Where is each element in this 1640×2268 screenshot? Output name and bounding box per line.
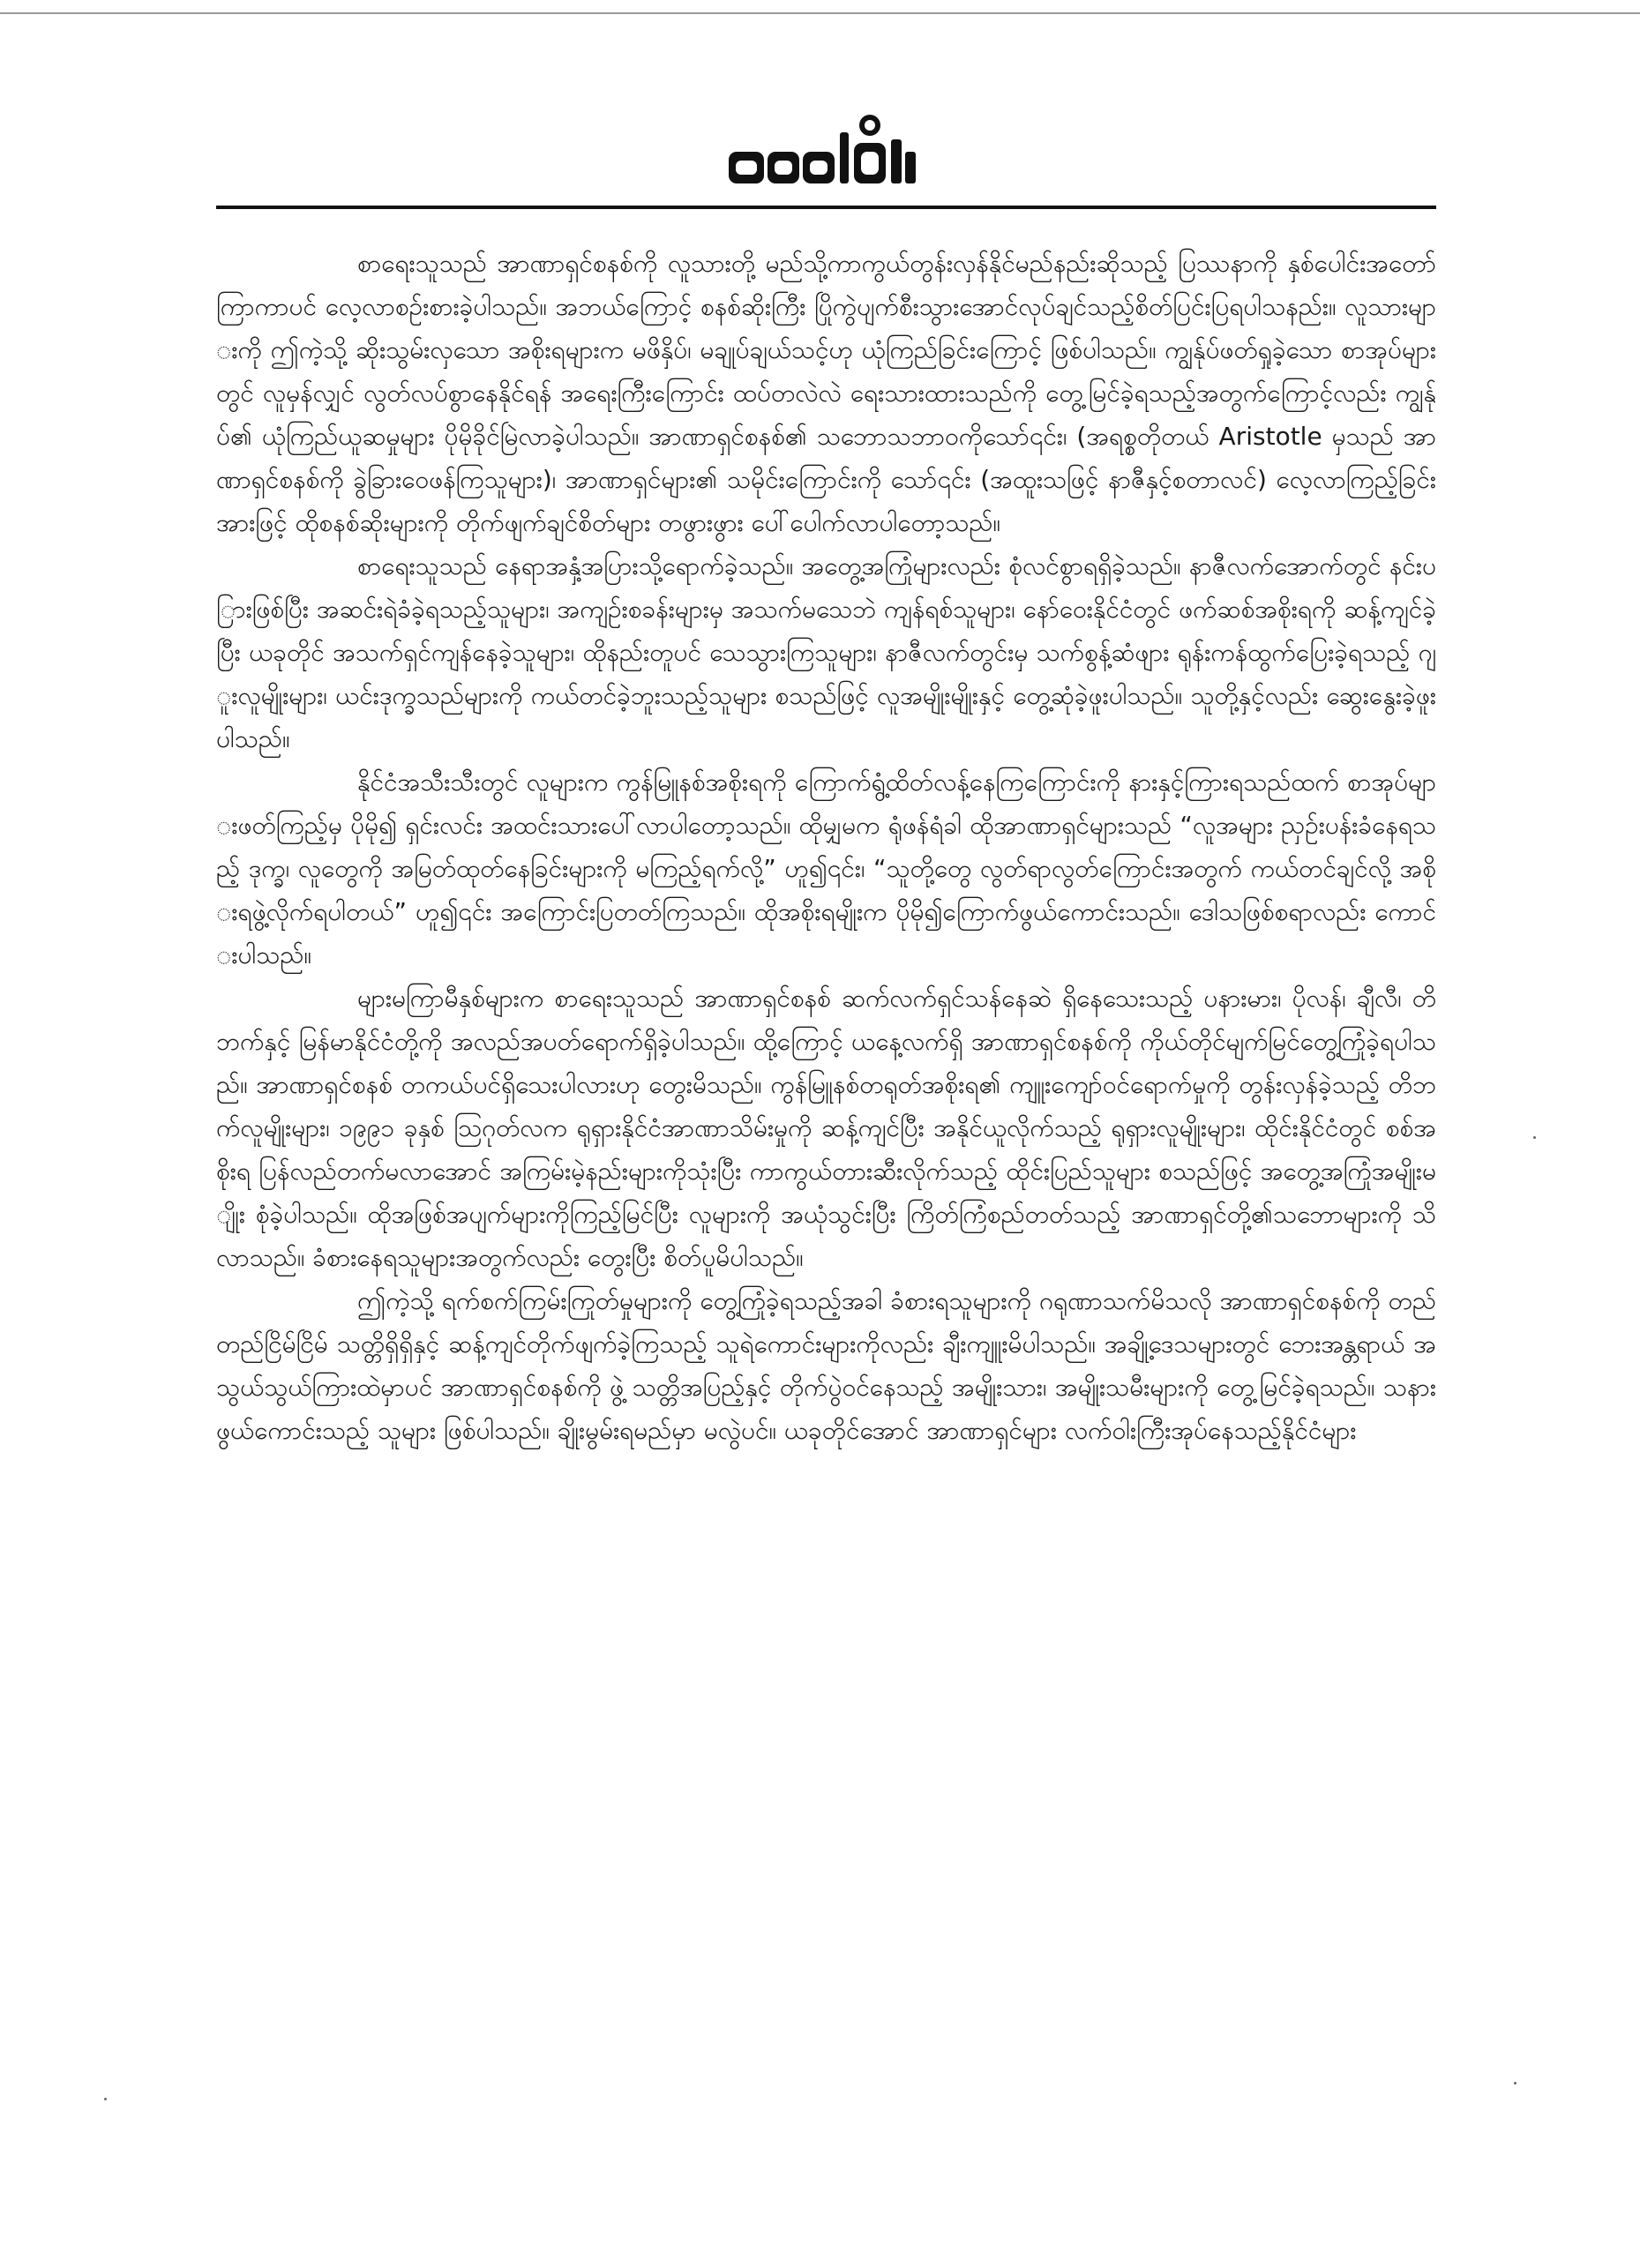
document-body — [216, 242, 1436, 1452]
scan-speck — [1533, 1136, 1536, 1139]
header-rule — [216, 206, 1436, 209]
masthead-title — [729, 113, 919, 194]
paragraph-4: များမကြာမီနှစ်များက စာရေးသူသည် အာဏာရှင်စနစ် ဆက်လက်ရှင်သန်နေဆဲ ရှိနေသေးသည့် ပနားမား၊ ပိုလန်၊ ချီလီ၊ တိဘက်နှင့် မြန်မာနိုင်ငံတို့ကို အလည်အပတ်ရောက်ရှိခဲ့ပါသည်။ ထို့ကြောင့် ယနေ့လက်ရှိ အာဏာရှင်စနစ်ကို ကိုယ်တိုင်မျက်မြင်တွေ့ကြုံခဲ့ရပါသည်။ အာဏာရှင်စနစ် တကယ်ပင်ရှိသေးပါလားဟု တွေးမိသည်။ ကွန်မြူနစ်တရုတ်အစိုးရ၏ ကျူးကျော်ဝင်ရောက်မှုကို တွန်းလှန်ခဲ့သည့် တိဘက်လူမျိုးများ၊ ၁၉၉၁ ခုနှစ် ဩဂုတ်လက ရုရှားနိုင်ငံအာဏာသိမ်းမှုကို ဆန့်ကျင်ပြီး အနိုင်ယူလိုက်သည့် ရုရှားလူမျိုးများ၊ ထိုင်းနိုင်ငံတွင် စစ်အစိုးရ ပြန်လည်တက်မလာအောင် အကြမ်းမဲ့နည်းများကိုသုံးပြီး ကာကွယ်တားဆီးလိုက်သည့် ထိုင်းပြည်သူများ စသည်ဖြင့် အတွေ့အကြုံအမျိုးမျိုး စုံခဲ့ပါသည်။ ထိုအဖြစ်အပျက်များကိုကြည့်မြင်ပြီး လူများကို အယုံသွင်းပြီး ကြိတ်ကြံစည်တတ်သည့် အာဏာရှင်တို့၏သဘောများကို သိလာသည်။ ခံစားနေရသူများအတွက်လည်း တွေးပြီး စိတ်ပူမိပါသည်။ — [216, 984, 1436, 1272]
paragraph-2: စာရေးသူသည် နေရာအနှံ့အပြားသို့ရောက်ခဲ့သည်။ အတွေ့အကြုံများလည်း စုံလင်စွာရရှိခဲ့သည်။ နာဇီလက်အောက်တွင် နင်းပြားဖြစ်ပြီး အဆင်းရဲခံခဲ့ရသည့်သူများ၊ အကျဉ်းစခန်းများမှ အသက်မသေဘဲ ကျန်ရစ်သူများ၊ နော်ဝေးနိုင်ငံတွင် ဖက်ဆစ်အစိုးရကို ဆန့်ကျင်ခဲ့ပြီး ယခုတိုင် အသက်ရှင်ကျန်နေခဲ့သူများ၊ ထိုနည်းတူပင် သေသွားကြသူများ၊ နာဇီလက်တွင်းမှ သက်စွန့်ဆံဖျား ရုန်းကန်ထွက်ပြေးခဲ့ရသည့် ဂျူးလူမျိုးများ၊ ယင်းဒုက္ခသည်များကို ကယ်တင်ခဲ့ဘူးသည့်သူများ စသည်ဖြင့် လူအမျိုးမျိုးနှင့် တွေ့ဆုံခဲ့ဖူးပါသည်။ သူတို့နှင့်လည်း ဆွေးနွေးခဲ့ဖူးပါသည်။ — [216, 551, 1436, 753]
paragraph-3: နိုင်ငံအသီးသီးတွင် လူများက ကွန်မြူနစ်အစိုးရကို ကြောက်ရွံ့ထိတ်လန့်နေကြကြောင်းကို နားနှင့်ကြားရသည်ထက် စာအုပ်များဖတ်ကြည့်မှ ပိုမို၍ ရှင်းလင်း အထင်းသားပေါ်လာပါတော့သည်။ ထိုမျှမက ရုံဖန်ရံခါ ထိုအာဏာရှင်များသည် “လူအများ ညှဉ်းပန်းခံနေရသည့် ဒုက္ခ၊ လူတွေကို အမြတ်ထုတ်နေခြင်းများကို မကြည့်ရက်လို့” ဟူ၍၎င်း၊ “သူတို့တွေ လွတ်ရာလွတ်ကြောင်းအတွက် ကယ်တင်ချင်လို့ အစိုးရဖွဲ့လိုက်ရပါတယ်” ဟူ၍၎င်း အကြောင်းပြတတ်ကြသည်။ ထိုအစိုးရမျိုးက ပိုမို၍ကြောက်ဖွယ်ကောင်းသည်။ ဒေါသဖြစ်စရာလည်း ကောင်းပါသည်။ — [216, 767, 1436, 969]
scan-speck — [1514, 2082, 1516, 2085]
paragraph-5: ဤကဲ့သို့ ရက်စက်ကြမ်းကြုတ်မှုများကို တွေ့ကြုံခဲ့ရသည့်အခါ ခံစားရသူများကို ဂရုဏာသက်မိသလို အာဏာရှင်စနစ်ကို တည်တည်ငြိမ်ငြိမ် သတ္တိရှိရှိနှင့် ဆန့်ကျင်တိုက်ဖျက်ခဲ့ကြသည့် သူရဲကောင်းများကိုလည်း ချီးကျူးမိပါသည်။ အချို့ဒေသများတွင် ဘေးအန္တရာယ် အသွယ်သွယ်ကြားထဲမှာပင် အာဏာရှင်စနစ်ကို ဖွဲ့ သတ္တိအပြည့်နှင့် တိုက်ပွဲဝင်နေသည့် အမျိုးသား၊ အမျိုးသမီးများကို တွေ့မြင်ခဲ့ရသည်။ သနားဖွယ်ကောင်းသည့် သူများ ဖြစ်ပါသည်။ ချိုးမွမ်းရမည်မှာ မလွဲပင်။ ယခုတိုင်အောင် အာဏာရှင်များ လက်ဝါးကြီးအုပ်နေသည့်နိုင်ငံများ — [216, 1286, 1436, 1445]
masthead-logo — [729, 113, 919, 194]
top-scan-rule — [0, 12, 1640, 14]
scan-speck — [104, 2098, 107, 2100]
paragraph-1: စာရေးသူသည် အာဏာရှင်စနစ်ကို လူသားတို့ မည်သို့ကာကွယ်တွန်းလှန်နိုင်မည်နည်းဆိုသည့် ပြဿနာကို နှစ်ပေါင်းအတော်ကြာကာပင် လေ့လာစဉ်းစားခဲ့ပါသည်။ အဘယ်ကြောင့် စနစ်ဆိုးကြီး ပြိုကွဲပျက်စီးသွားအောင်လုပ်ချင်သည့်စိတ်ပြင်းပြရပါသနည်း။ လူသားများကို ဤကဲ့သို့ ဆိုးသွမ်းလှသော အစိုးရများက မဖိနှိပ်၊ မချုပ်ချယ်သင့်ဟု ယုံကြည်ခြင်းကြောင့် ဖြစ်ပါသည်။ ကျွန်ုပ်ဖတ်ရှုခဲ့သော စာအုပ်များတွင် လူမှန်လျှင် လွတ်လပ်စွာနေနိုင်ရန် အရေးကြီးကြောင်း ထပ်တလဲလဲ ရေးသားထားသည်ကို တွေ့မြင်ခဲ့ရသည့်အတွက်ကြောင့်လည်း ကျွန်ုပ်၏ ယုံကြည်ယူဆမှုများ ပိုမိုခိုင်မြဲလာခဲ့ပါသည်။ အာဏာရှင်စနစ်၏ သဘောသဘာဝကိုသော်၎င်း၊ (အရစ္စတိုတယ် Aristotle မှသည် အာဏာရှင်စနစ်ကို ခွဲခြားဝေဖန်ကြသူများ)၊ အာဏာရှင်များ၏ သမိုင်းကြောင်းကို သော်၎င်း (အထူးသဖြင့် နာဇီနှင့်စတာလင်) လေ့လာကြည့်ခြင်းအားဖြင့် ထိုစနစ်ဆိုးများကို တိုက်ဖျက်ချင်စိတ်များ တဖွားဖွား ပေါ်ပေါက်လာပါတော့သည်။ — [216, 249, 1436, 537]
